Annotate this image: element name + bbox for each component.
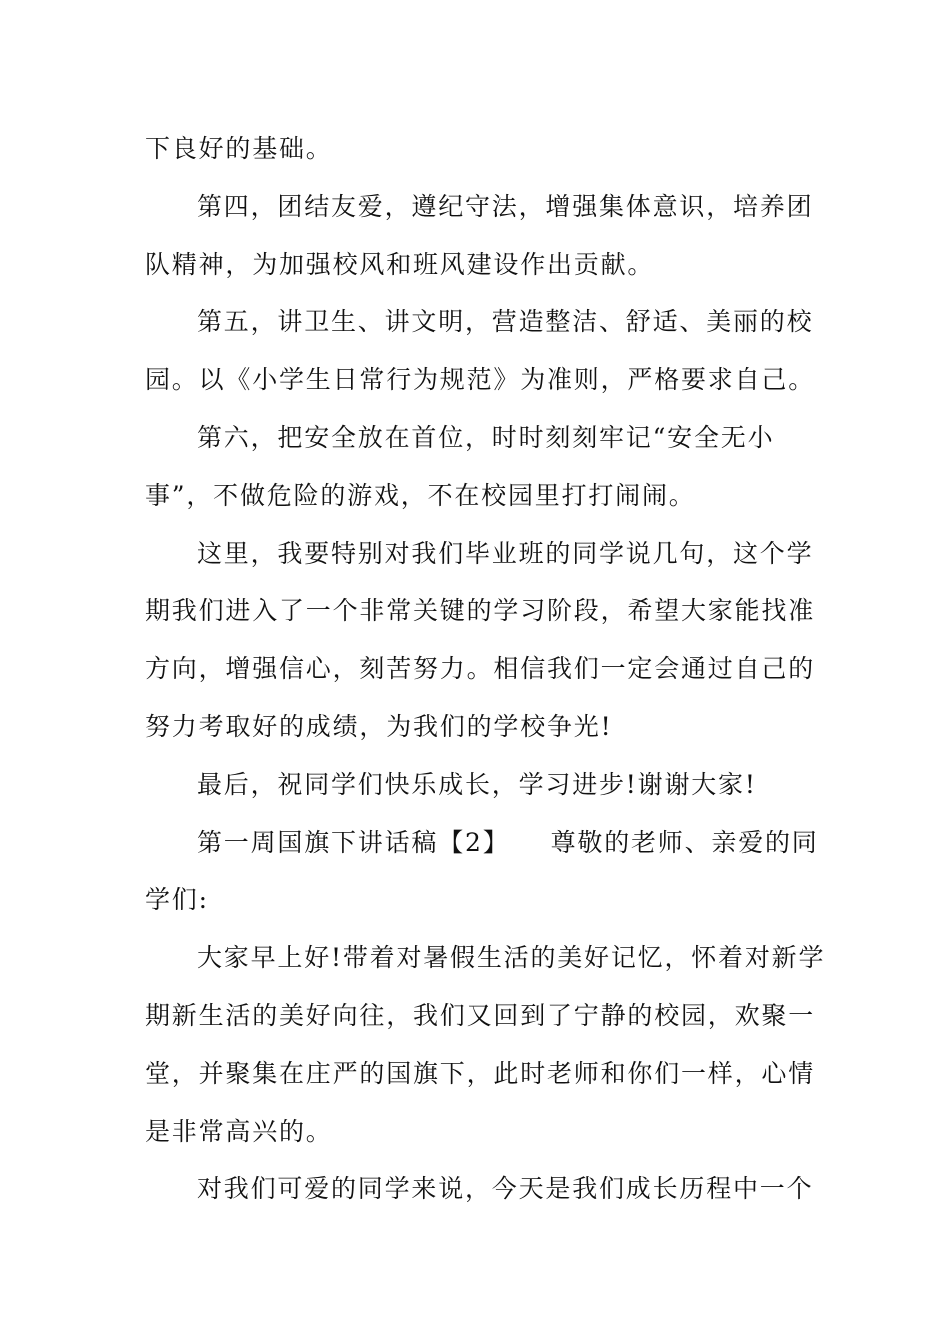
text-line: 第五，讲卫生、讲文明，营造整洁、舒适、美丽的校 bbox=[197, 307, 814, 337]
text-line: 期新生活的美好向往，我们又回到了宁静的校园，欢聚一 bbox=[145, 1000, 816, 1030]
text-line: 堂，并聚集在庄严的国旗下，此时老师和你们一样，心情 bbox=[145, 1058, 816, 1088]
text-line: 园。以《小学生日常行为规范》为准则，严格要求自己。 bbox=[145, 365, 816, 395]
text-line: 下良好的基础。 bbox=[145, 134, 333, 163]
section-heading-line: 第一周国旗下讲话稿【2】 尊敬的老师、亲爱的同 bbox=[197, 827, 819, 857]
text-line: 努力考取好的成绩，为我们的学校争光! bbox=[145, 711, 613, 741]
text-line: 第四，团结友爱，遵纪守法，增强集体意识，培养团 bbox=[197, 191, 814, 221]
text-line: 大家早上好!带着对暑假生活的美好记忆，怀着对新学 bbox=[197, 943, 826, 973]
text-line: 是非常高兴的。 bbox=[145, 1116, 333, 1146]
document-page bbox=[145, 120, 826, 1218]
text-line: 学们: bbox=[145, 885, 209, 915]
text-line: 队精神，为加强校风和班风建设作出贡献。 bbox=[145, 249, 655, 279]
text-line: 最后，祝同学们快乐成长，学习进步!谢谢大家! bbox=[197, 769, 757, 799]
text-line: 方向，增强信心，刻苦努力。相信我们一定会通过自己的 bbox=[145, 654, 816, 684]
text-line: 对我们可爱的同学来说，今天是我们成长历程中一个 bbox=[197, 1174, 814, 1204]
text-line: 这里，我要特别对我们毕业班的同学说几句，这个学 bbox=[197, 538, 814, 568]
text-line: 期我们进入了一个非常关键的学习阶段，希望大家能找准 bbox=[145, 596, 816, 626]
text-line: 第六，把安全放在首位，时时刻刻牢记“安全无小 bbox=[197, 422, 775, 452]
text-line: 事”，不做危险的游戏，不在校园里打打闹闹。 bbox=[145, 480, 696, 510]
